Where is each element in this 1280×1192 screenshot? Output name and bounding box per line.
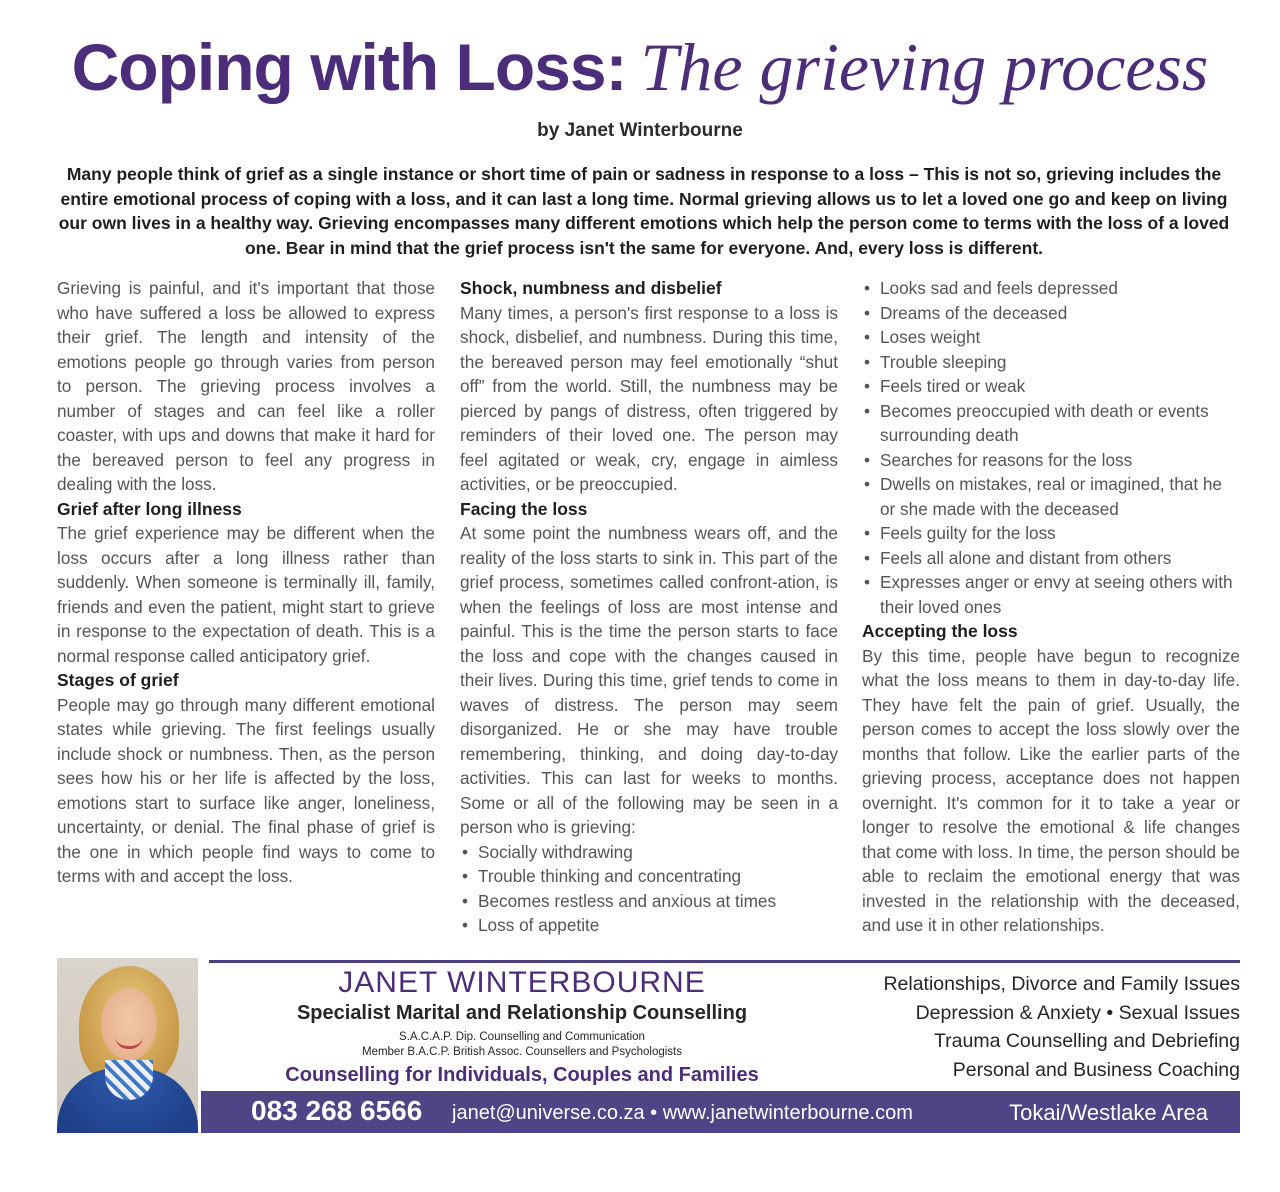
list-item: • Trouble sleeping [862, 350, 1240, 375]
body-paragraph: People may go through many different emotional states while grieving. The first feelings usually include shock or numbness. Then, as the person sees how his or her life is affected by the loss, emotions start to surface like anger, loneliness, uncertainty, or denial. The final phase of grief is the one in which people find ways to come to terms with and accept the loss. [57, 694, 435, 886]
list-item: • Becomes preoccupied with death or events surrounding death [862, 399, 1240, 448]
ad-tagline: Counselling for Individuals, Couples and Families [285, 1064, 759, 1086]
list-item: • Trouble thinking and concentrating [460, 864, 838, 889]
title-main: Coping with Loss: [71, 30, 627, 104]
byline: by Janet Winterbourne [537, 120, 743, 141]
counsellor-photo [57, 958, 198, 1133]
list-item: • Feels guilty for the loss [862, 521, 1240, 546]
ad-service-item: Relationships, Divorce and Family Issues [883, 973, 1240, 995]
symptom-list [460, 840, 838, 938]
column-1 [57, 276, 435, 889]
body-paragraph: By this time, people have begun to recognize what the loss means to them in day-to-day life. They have felt the pain of grief. Usually, the person comes to accept the loss slowly over the months that follow. Like the earlier parts of the grieving process, acceptance does not happen overnight. It's common for it to take a year or longer to resolve the emotional & life changes that come with loss. In time, the person should be able to reclaim the emotional energy that was invested in the relationship with the deceased, and use it in other relationships. [862, 645, 1240, 935]
section-heading: Shock, numbness and disbelief [460, 278, 722, 298]
list-item: • Loss of appetite [460, 913, 838, 938]
list-item: • Dreams of the deceased [862, 301, 1240, 326]
ad-divider [209, 960, 1240, 963]
body-paragraph: At some point the numbness wears off, and the reality of the loss starts to sink in. This part of the grief process, sometimes called confront-ation, is when the feelings of loss are most intense and painful. This is the time the person starts to face the loss and cope with the changes caused in their lives. During this time, grief tends to come in waves of distress. The person may seem disorganized. He or she may have trouble remembering, thinking, and doing day-to-day activities. This can last for weeks to months. Some or all of the following may be seen in a person who is grieving: [460, 523, 838, 837]
article-title [0, 28, 1280, 107]
section-heading: Stages of grief [57, 670, 179, 690]
ad-specialty: Specialist Marital and Relationship Counselling [296, 1002, 748, 1024]
list-item: • Loses weight [862, 325, 1240, 350]
list-item: • Feels tired or weak [862, 374, 1240, 399]
ad-qualification: S.A.C.A.P. Dip. Counselling and Communication [399, 1031, 645, 1043]
list-item: • Dwells on mistakes, real or imagined, that he or she made with the deceased [862, 472, 1240, 521]
list-item: • Looks sad and feels depressed [862, 276, 1240, 301]
body-paragraph: The grief experience may be different when the loss occurs after a long illness rather than suddenly. When someone is terminally ill, family, friends and even the patient, might start to grieve in response to the expectation of death. This is a normal response called anticipatory grief. [57, 523, 435, 666]
symptom-list [862, 276, 1240, 619]
ad-area: Tokai/Westlake Area [1009, 1100, 1208, 1125]
ad-service-item: Personal and Business Coaching [952, 1059, 1240, 1082]
ad-email-website[interactable]: janet@universe.co.za • www.janetwinterbourne.com [452, 1102, 913, 1124]
column-3 [862, 276, 1240, 938]
ad-phone-number[interactable]: 083 268 6566 [251, 1095, 423, 1126]
intro-paragraph: Many people think of grief as a single instance or short time of pain or sadness in response to a loss – This is not so, grieving includes the entire emotional process of coping with a loss, and it can last a long time. Normal grieving allows us to let a loved one go and keep on living our own lives in a healthy way. Grieving encompasses many different emotions which help the person come to terms with the loss of a loved one. Bear in mind that the grief process isn't the same for everyone. And, every loss is different. [58, 164, 1230, 258]
section-heading: Accepting the loss [862, 621, 1018, 641]
ad-qualification: Member B.A.C.P. British Assoc. Counsellers and Psychologists [361, 1046, 682, 1058]
title-subtitle: The grieving process [640, 29, 1209, 105]
column-2 [460, 276, 838, 938]
section-heading: Facing the loss [460, 498, 588, 519]
list-item: • Becomes restless and anxious at times [460, 889, 838, 914]
list-item: • Feels all alone and distant from others [862, 546, 1240, 571]
ad-contact-bar [201, 1091, 1240, 1133]
list-item: • Expresses anger or envy at seeing others with their loved ones [862, 570, 1240, 619]
body-paragraph: Grieving is painful, and it's important that those who have suffered a loss be allowed to express their grief. The length and intensity of the emotions people go through varies from person to person. The grieving process involves a number of stages and can feel like a roller coaster, with ups and downs that make it hard for the bereaved person to feel any progress in dealing with the loss. [57, 278, 435, 494]
ad-service-item: Trauma Counselling and Debriefing [933, 1030, 1240, 1053]
list-item: • Searches for reasons for the loss [862, 448, 1240, 473]
list-item: • Socially withdrawing [460, 840, 838, 865]
ad-services-list [836, 970, 1240, 1085]
section-heading: Grief after long illness [57, 498, 242, 519]
ad-service-item: Depression & Anxiety • Sexual Issues [915, 1001, 1240, 1024]
body-paragraph: Many times, a person's first response to a loss is shock, disbelief, and numbness. During this time, the bereaved person may feel emotionally “shut off” from the world. Still, the numbness may be pierced by pangs of distress, often triggered by reminders of their loved one. The person may feel agitated or weak, cry, engage in aimless activities, or be preoccupied. [460, 302, 838, 494]
ad-counsellor-name: JANET WINTERBOURNE [338, 966, 706, 999]
